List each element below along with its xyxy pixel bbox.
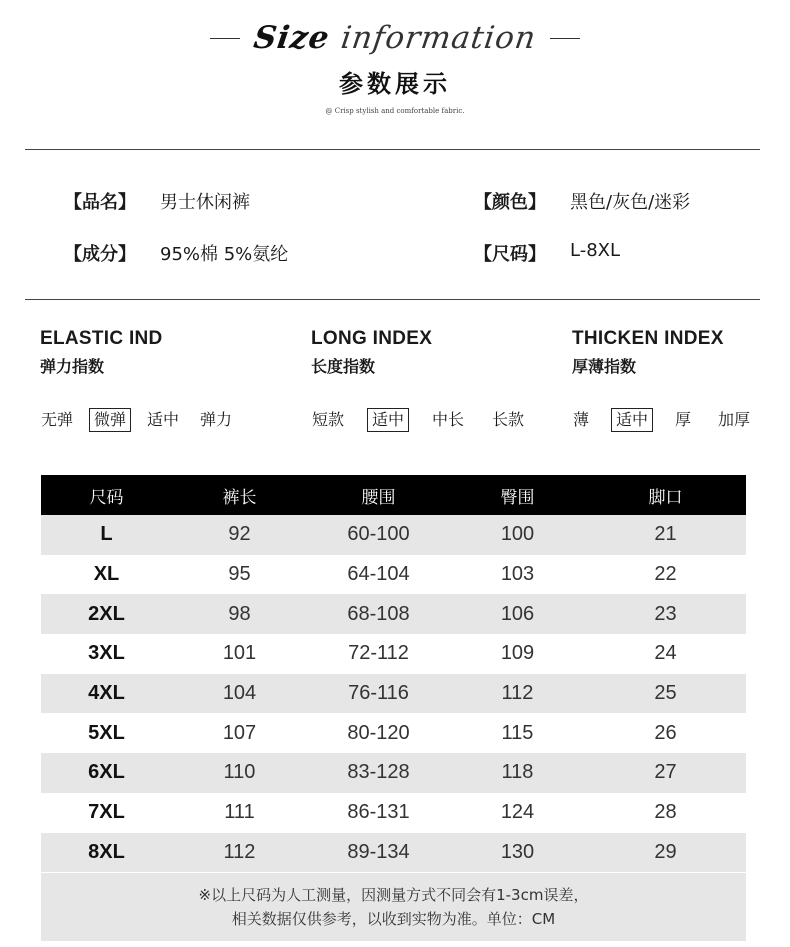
thick-option: 加厚	[718, 410, 751, 429]
length-options	[307, 408, 529, 432]
table-row	[41, 515, 746, 555]
cell-length: 98	[228, 602, 251, 625]
cell-hip: 100	[500, 523, 535, 546]
cell-waist: 89-134	[347, 840, 410, 863]
size-value: L-8XL	[570, 240, 621, 261]
cell-hip: 115	[501, 721, 534, 744]
table-row	[41, 753, 746, 793]
elastic-option: 弹力	[200, 410, 233, 429]
cell-hip: 130	[500, 840, 535, 863]
elastic-option: 无弹	[41, 410, 74, 429]
elastic-index-cn: 弹力指数	[40, 357, 105, 376]
cell-length: 107	[222, 721, 257, 744]
cell-size: 2XL	[88, 602, 125, 625]
cell-leg-opening: 26	[654, 721, 677, 744]
cell-leg-opening: 21	[654, 523, 677, 546]
elastic-index-en: ELASTIC IND	[40, 328, 163, 349]
cell-size: 8XL	[88, 840, 125, 863]
title-english-size: Size	[251, 20, 333, 56]
table-header	[41, 475, 746, 515]
cell-waist: 60-100	[347, 523, 410, 546]
color-value: 黑色/灰色/迷彩	[570, 192, 691, 213]
name-label: 【品名】	[64, 192, 136, 213]
cell-hip: 106	[500, 602, 535, 625]
title-english	[251, 20, 538, 56]
title-left-line	[210, 38, 240, 39]
name-value: 男士休闲裤	[160, 192, 250, 213]
cell-leg-opening: 28	[654, 801, 677, 824]
thick-options	[568, 408, 755, 432]
note-line-1: ※以上尺码为人工测量，因测量方式不同会有1-3cm误差，	[198, 886, 589, 904]
cell-waist: 80-120	[347, 721, 410, 744]
cell-hip: 103	[500, 563, 535, 586]
length-option: 适中	[367, 408, 409, 432]
thick-index-cn: 厚薄指数	[572, 357, 637, 376]
cell-hip: 118	[501, 761, 534, 784]
table-row	[41, 594, 746, 634]
cell-size: XL	[93, 563, 120, 586]
cell-leg-opening: 24	[654, 642, 677, 665]
length-index-en: LONG INDEX	[311, 328, 433, 349]
color-label: 【颜色】	[474, 192, 546, 213]
header-length: 裤长	[222, 487, 257, 508]
cell-size: 5XL	[88, 721, 125, 744]
cell-hip: 124	[500, 801, 535, 824]
size-table	[41, 475, 746, 872]
thick-index	[572, 328, 724, 377]
cell-leg-opening: 23	[654, 602, 677, 625]
cell-length: 95	[228, 563, 251, 586]
table-body	[41, 515, 746, 872]
cell-leg-opening: 29	[654, 840, 677, 863]
cell-leg-opening: 22	[654, 563, 677, 586]
title-chinese: 参数展示	[339, 70, 451, 98]
cell-waist: 86-131	[347, 801, 410, 824]
length-option: 短款	[312, 410, 345, 429]
table-row	[41, 833, 746, 873]
title-subtitle: @ Crisp stylish and comfortable fabric.	[325, 107, 465, 115]
table-row	[41, 555, 746, 595]
length-option: 中长	[432, 410, 465, 429]
header-leg-opening: 脚口	[648, 487, 683, 508]
cell-length: 104	[222, 682, 257, 705]
cell-waist: 83-128	[347, 761, 410, 784]
title-english-information: information	[338, 20, 539, 56]
table-row	[41, 713, 746, 753]
thick-index-en: THICKEN INDEX	[572, 328, 724, 349]
length-option: 长款	[492, 410, 525, 429]
measurement-note	[41, 873, 746, 941]
elastic-options	[36, 408, 237, 432]
thick-option: 厚	[675, 410, 692, 429]
cell-length: 92	[228, 523, 251, 546]
elastic-option: 微弹	[89, 408, 131, 432]
cell-waist: 64-104	[347, 563, 410, 586]
note-line-2: 相关数据仅供参考，以收到实物为准。单位：CM	[231, 910, 556, 928]
title-right-line	[550, 38, 580, 39]
cell-leg-opening: 27	[654, 761, 677, 784]
material-value: 95%棉 5%氨纶	[160, 244, 289, 265]
cell-length: 101	[222, 642, 257, 665]
divider-top	[25, 149, 760, 150]
elastic-index	[40, 328, 163, 377]
cell-waist: 68-108	[347, 602, 410, 625]
cell-size: 3XL	[88, 642, 125, 665]
cell-length: 111	[224, 801, 255, 824]
cell-size: 6XL	[88, 761, 125, 784]
cell-length: 110	[223, 761, 256, 784]
header-hip: 臀围	[500, 487, 535, 508]
cell-waist: 72-112	[348, 642, 409, 665]
thick-option: 适中	[611, 408, 653, 432]
thick-option: 薄	[573, 410, 590, 429]
header-size: 尺码	[89, 487, 124, 508]
cell-waist: 76-116	[348, 682, 409, 705]
cell-length: 112	[223, 840, 256, 863]
cell-size: 7XL	[88, 801, 125, 824]
table-row	[41, 793, 746, 833]
cell-hip: 109	[500, 642, 535, 665]
title-row	[0, 14, 790, 62]
table-row	[41, 674, 746, 714]
header-waist: 腰围	[361, 487, 396, 508]
cell-size: L	[100, 523, 113, 546]
divider-middle	[25, 299, 760, 300]
table-row	[41, 634, 746, 674]
cell-size: 4XL	[88, 682, 125, 705]
elastic-option: 适中	[147, 410, 180, 429]
header	[0, 14, 790, 115]
material-label: 【成分】	[64, 244, 136, 265]
cell-hip: 112	[501, 682, 534, 705]
length-index	[311, 328, 432, 377]
cell-leg-opening: 25	[654, 682, 677, 705]
length-index-cn: 长度指数	[311, 357, 376, 376]
size-label: 【尺码】	[474, 244, 546, 265]
